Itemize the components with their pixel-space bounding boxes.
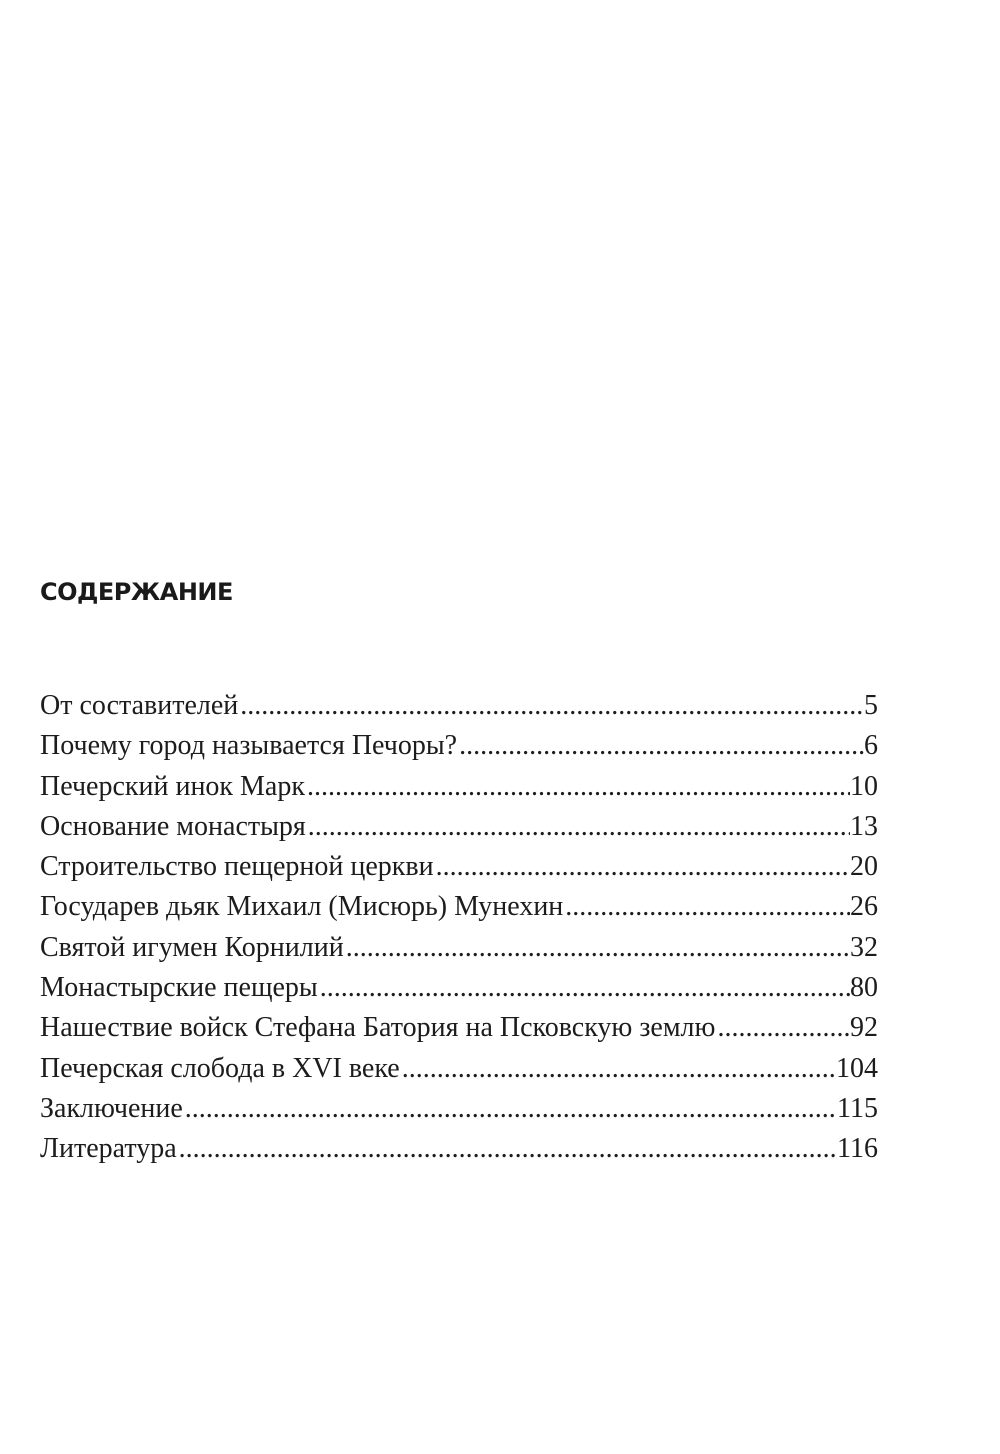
toc-entry[interactable] — [40, 726, 878, 766]
toc-entry[interactable] — [40, 767, 878, 807]
toc-entry-page: 32 — [850, 931, 878, 963]
toc-entry-page: 5 — [864, 690, 878, 721]
dot-leader — [306, 807, 850, 847]
toc-entry-title: Основание монастыря — [40, 810, 306, 842]
toc-entry-title: Печерская слобода в XVI веке — [40, 1052, 400, 1084]
dot-leader — [434, 847, 850, 887]
toc-entry[interactable] — [40, 887, 878, 927]
toc-entry-page: 26 — [850, 891, 878, 923]
toc-entry-title: Святой игумен Корнилий — [40, 931, 344, 963]
toc-entry-title: Почему город называется Печоры? — [40, 730, 458, 762]
dot-leader — [177, 1129, 837, 1169]
toc-entry-page: 92 — [850, 1012, 878, 1044]
toc-entry-page: 116 — [837, 1133, 878, 1165]
dot-leader — [238, 686, 864, 726]
toc-entry-title: Монастырские пещеры — [40, 972, 318, 1004]
toc-entry[interactable] — [40, 807, 878, 847]
dot-leader — [715, 1008, 850, 1048]
toc-entry-title: Строительство пещерной церкви — [40, 851, 434, 883]
toc-entry-page: 10 — [850, 770, 878, 802]
toc-entry-title: Печерский инок Марк — [40, 770, 305, 802]
dot-leader — [305, 767, 850, 807]
toc-entry-page: 20 — [850, 851, 878, 883]
dot-leader — [344, 928, 850, 968]
toc-entry-title: От составителей — [40, 690, 239, 721]
toc-entry-page: 115 — [837, 1092, 878, 1124]
dot-leader — [457, 726, 864, 766]
toc-entry-page: 6 — [864, 730, 878, 762]
table-of-contents — [40, 686, 878, 1170]
toc-entry[interactable] — [40, 1008, 878, 1048]
dot-leader — [183, 1089, 837, 1129]
toc-entry-title: Нашествие войск Стефана Батория на Псковскую землю — [40, 1012, 716, 1044]
toc-entry-title: Государев дьяк Михаил (Мисюрь) Мунехин — [40, 891, 564, 923]
toc-entry-page: 80 — [850, 972, 878, 1004]
toc-entry-title: Заключение — [40, 1092, 183, 1124]
toc-entry[interactable] — [40, 686, 878, 726]
dot-leader — [318, 968, 850, 1008]
toc-entry[interactable] — [40, 847, 878, 887]
toc-entry-page: 104 — [836, 1052, 878, 1084]
toc-entry[interactable] — [40, 1129, 878, 1169]
dot-leader — [563, 887, 850, 927]
toc-entry[interactable] — [40, 1049, 878, 1089]
toc-entry[interactable] — [40, 968, 878, 1008]
dot-leader — [400, 1049, 836, 1089]
toc-entry-title: Литература — [40, 1133, 177, 1165]
contents-heading: СОДЕРЖАНИЕ — [40, 578, 233, 607]
toc-entry[interactable] — [40, 1089, 878, 1129]
toc-entry[interactable] — [40, 928, 878, 968]
toc-entry-page: 13 — [850, 810, 878, 842]
